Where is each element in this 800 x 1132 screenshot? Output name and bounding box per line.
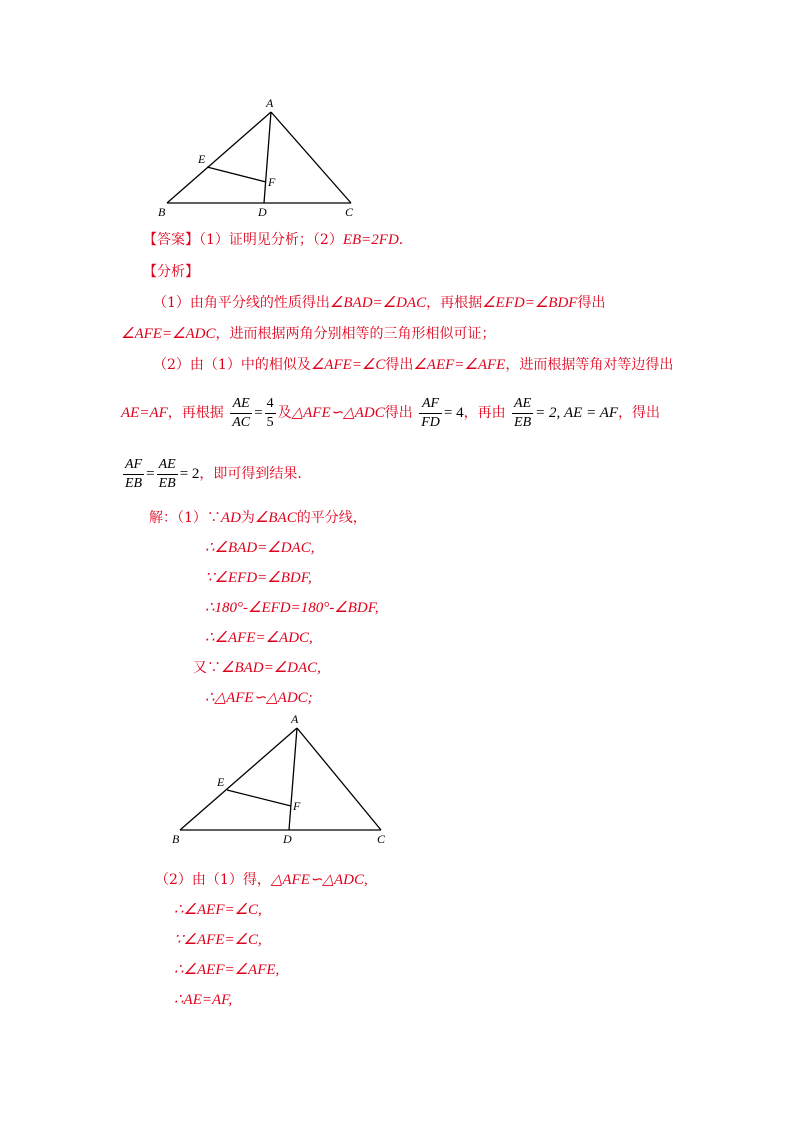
label-d: D [283,832,292,846]
label-e: E [217,775,225,789]
label-c: C [377,832,386,846]
answer-tag: 【答案】 [143,232,199,248]
fraction-af-fd: $\frac{AF}{FD}$ [421,395,440,430]
analysis-line-1: （1）由角平分线的性质得出∠BAD=∠DAC，再根据∠EFD=∠BDF得出 [153,295,606,311]
solution2-line-1: （2）由（1）得，△AFE∽△ADC, [155,872,368,888]
solution-line-5: ∴∠AFE=∠ADC, [205,630,313,646]
fraction-4-5: $\frac{4}{5}$ [266,395,274,430]
solution-line-1: 解：（1）∵AD为∠BAC的平分线， [149,510,367,526]
analysis-line-3: （2）由（1）中的相似及∠AFE=∠C得出∠AEF=∠AFE，进而根据等角对等边得出 [153,357,674,373]
label-a: A [291,712,299,726]
side-ac [297,728,381,830]
label-f: F [293,799,301,813]
solution2-line-3: ∵∠AFE=∠C, [174,932,262,948]
analysis-line-2: ∠AFE=∠ADC，进而根据两角分别相等的三角形相似可证； [121,326,496,342]
analysis-line-5: $\frac{AF}{EB}$ = $\frac{AE}{EB}$ = 2，即可得到结果. [125,456,302,491]
label-b: B [158,205,166,219]
label-f: F [268,175,276,189]
fraction-ae-eb-2: $\frac{AE}{EB}$ [158,456,176,491]
fraction-ae-ac: $\frac{AE}{AC}$ [232,395,251,430]
label-d: D [258,205,267,219]
segment-ef [227,790,291,806]
segment-ad [289,728,297,830]
solution-line-3: ∵∠EFD=∠BDF, [205,570,312,586]
analysis-line-4: AE=AF，再根据 $\frac{AE}{AC}$ = $\frac{4}{5}$ 及△AFE∽△ADC得出 $\frac{AF}{FD}$ = 4，再由 $\frac{AE}{EB}$ = 2, AE = AF，得出 [121,395,661,430]
label-c: C [345,205,354,219]
fraction-ae-eb: $\frac{AE}{EB}$ [514,395,532,430]
label-b: B [172,832,180,846]
analysis-tag: 【分析】 [143,264,199,280]
solution2-line-4: ∴∠AEF=∠AFE, [174,962,280,978]
label-a: A [266,96,274,110]
solution2-line-2: ∴∠AEF=∠C, [174,902,262,918]
label-e: E [198,152,206,166]
fraction-af-eb: $\frac{AF}{EB}$ [125,456,143,491]
solution-line-2: ∴∠BAD=∠DAC, [205,540,315,556]
solution-line-7: ∴△AFE∽△ADC; [205,690,313,706]
solution-line-6: 又∵∠BAD=∠DAC, [193,660,321,676]
solution-line-4: ∴180°-∠EFD=180°-∠BDF, [205,600,379,616]
side-ab [180,728,297,830]
answer-line: 【答案】（1）证明见分析；（2）EB=2FD． [143,232,413,248]
solution2-line-5: ∴AE=AF, [174,992,233,1008]
